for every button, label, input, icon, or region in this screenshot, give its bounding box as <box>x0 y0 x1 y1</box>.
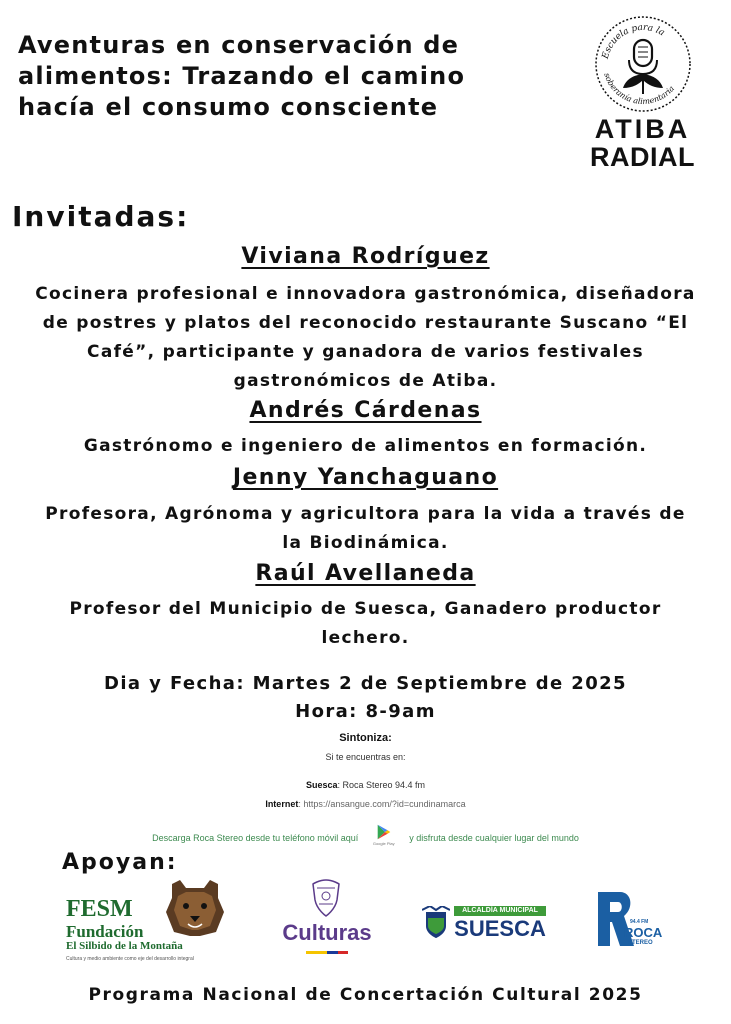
guest-description <box>8 595 723 653</box>
suesca-value: : Roca Stereo 94.4 fm <box>337 780 426 790</box>
suesca-label: Suesca <box>305 780 338 790</box>
download-left-text: Descarga Roca Stereo desde tu teléfono móvil aquí <box>152 833 359 843</box>
tune-subheading: Si te encuentras en: <box>325 752 406 762</box>
fesm-tagline: Cultura y medio ambiente como eje del desarrollo integral <box>66 956 194 962</box>
guest-name: Raúl Avellaneda <box>255 561 476 586</box>
guest-description <box>8 280 723 396</box>
culturas-name: Culturas <box>282 920 372 945</box>
event-date: Dia y Fecha: Martes 2 de Septiembre de 2025 <box>104 673 627 694</box>
google-play-badge[interactable] <box>367 823 401 846</box>
event-time: Hora: 8-9am <box>295 701 436 722</box>
fesm-name-2: El Silbido de la Montaña <box>66 940 183 952</box>
tune-internet-line <box>0 799 731 809</box>
tune-heading: Sintoniza: <box>339 732 392 744</box>
logo-arc-top: Escuela para la <box>600 22 667 61</box>
guest-desc-line: de postres y platos del reconocido restaurante Suscano “El <box>42 313 689 333</box>
logo-arc-bottom: soberanía alimentaria <box>602 71 677 107</box>
google-play-label: Google Play <box>372 841 395 846</box>
guest-desc-line: Profesora, Agrónoma y agricultora para la vida a través de <box>45 504 686 524</box>
culturas-logo <box>272 878 382 963</box>
logo-word-radial: RADIAL <box>590 142 695 172</box>
atiba-radial-logo <box>570 14 715 174</box>
suesca-logo <box>422 904 548 944</box>
title-line-2: alimentos: Trazando el camino <box>18 62 466 90</box>
suesca-shield-icon <box>422 906 450 940</box>
guest-desc-line: Profesor del Municipio de Suesca, Ganadero productor <box>69 599 662 619</box>
guest-desc-line: la Biodinámica. <box>282 533 449 553</box>
suesca-banner: ALCALDÍA MUNICIPAL <box>454 906 546 916</box>
guest-description <box>8 432 723 461</box>
guest-description <box>8 500 723 558</box>
logo-word-atiba: ATIBA <box>594 114 691 144</box>
colombia-flag-stripe <box>306 951 348 954</box>
title-line-1: Aventuras en conservación de <box>18 31 460 59</box>
guest-desc-line: lechero. <box>321 628 410 648</box>
download-line <box>0 823 731 846</box>
suesca-name: SUESCA <box>454 916 546 941</box>
apoyan-heading: Apoyan: <box>62 850 178 875</box>
invitadas-heading: Invitadas: <box>12 200 190 233</box>
internet-label: Internet <box>265 799 299 809</box>
google-play-icon <box>375 823 393 841</box>
fesm-logo <box>64 878 234 968</box>
bear-icon <box>164 878 226 938</box>
internet-link[interactable]: : https://ansangue.com/?id=cundinamarca <box>298 799 466 809</box>
roca-freq: 94.4 FM <box>630 919 649 925</box>
guest-name: Andrés Cárdenas <box>249 398 482 423</box>
atiba-badge-icon <box>593 14 693 114</box>
guest-desc-line: Gastrónomo e ingeniero de alimentos en formación. <box>83 436 648 456</box>
guest-desc-line: gastronómicos de Atiba. <box>233 371 498 391</box>
roca-sub: STEREO <box>628 940 653 946</box>
title-line-3: hacía el consumo consciente <box>18 93 439 121</box>
roca-stereo-logo <box>590 886 670 958</box>
guest-desc-line: Cocinera profesional e innovadora gastronómica, diseñadora <box>35 284 696 304</box>
guest-name: Viviana Rodríguez <box>241 244 490 269</box>
fesm-name-1: Fundación <box>66 922 144 941</box>
colombia-shield-icon <box>307 878 345 918</box>
footer-program: Programa Nacional de Concertación Cultural 2025 <box>88 985 643 1005</box>
download-right-text: y disfruta desde cualquier lugar del mundo <box>409 833 579 843</box>
guest-name: Jenny Yanchaguano <box>232 465 499 490</box>
roca-name: ROCA <box>624 925 663 940</box>
tune-suesca-line <box>0 780 731 790</box>
poster-title <box>18 30 538 123</box>
guest-desc-line: Café”, participante y ganadora de varios festivales <box>87 342 644 362</box>
fesm-acronym: FESM <box>66 896 133 922</box>
